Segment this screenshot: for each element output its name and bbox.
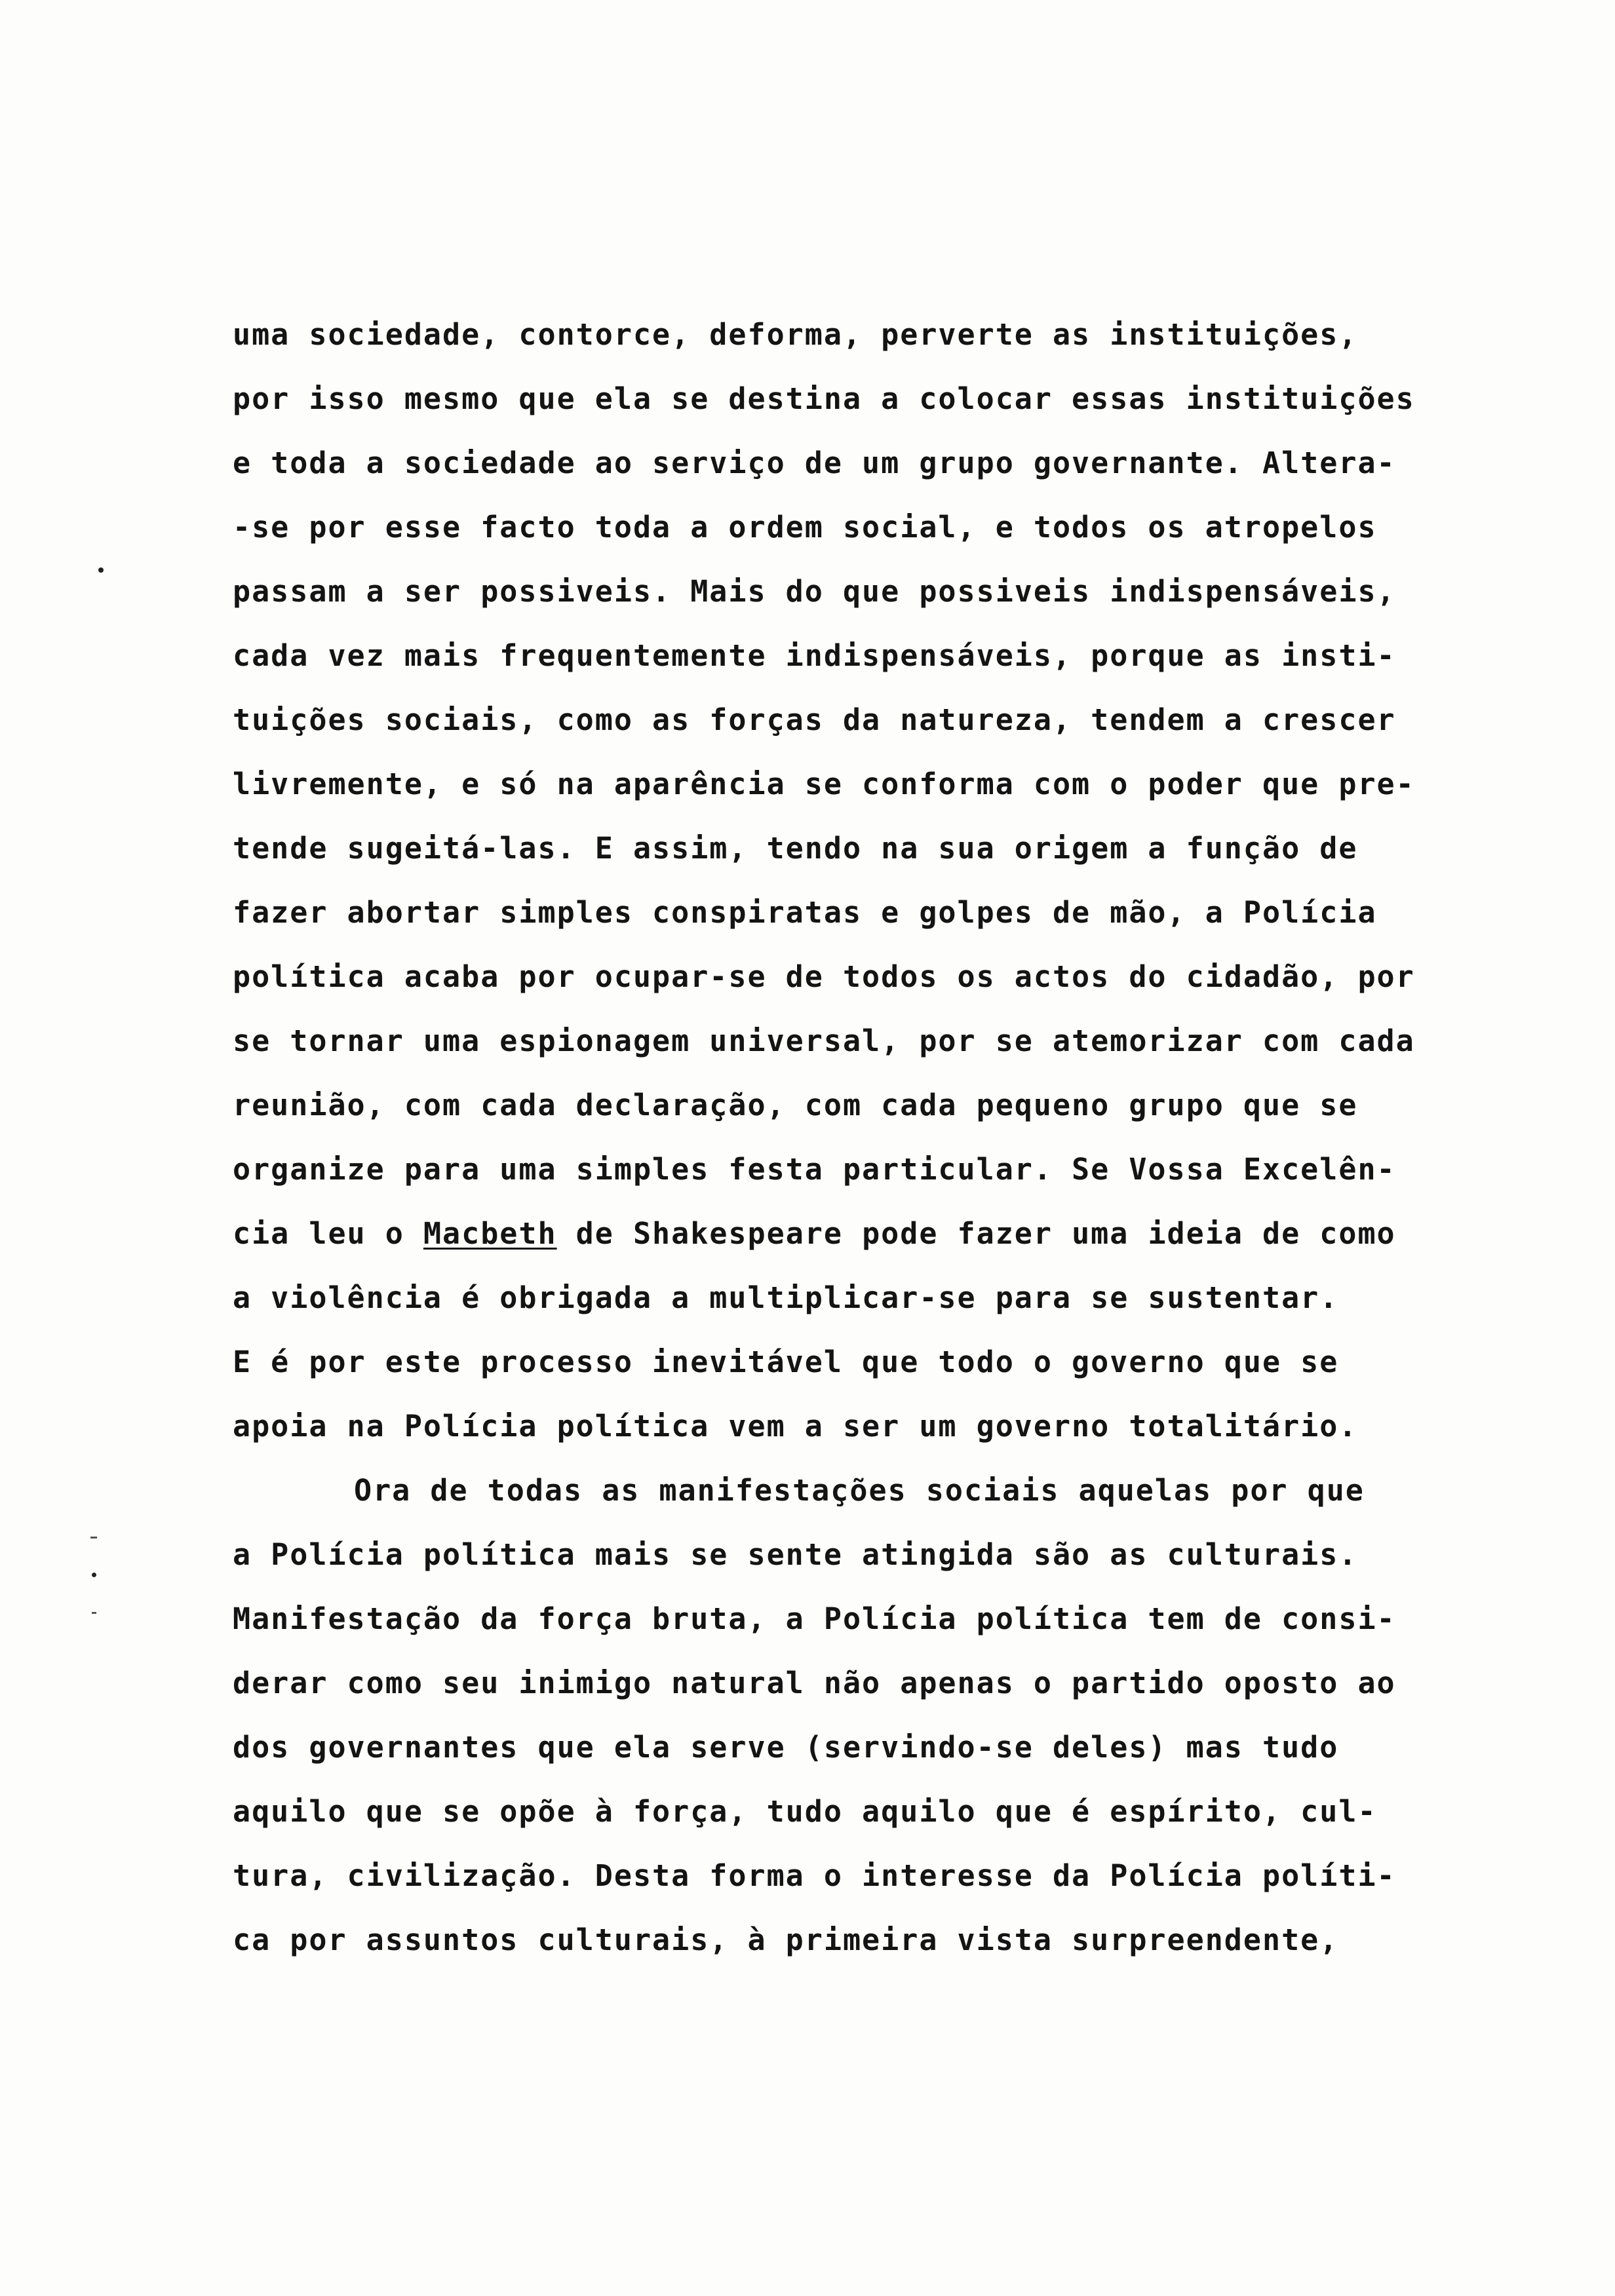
text-line: cada vez mais frequentemente indispensáveis, porque as insti-	[233, 638, 1396, 673]
text-line: tuições sociais, como as forças da natureza, tendem a crescer	[233, 702, 1396, 737]
text-line: organize para uma simples festa particular. Se Vossa Excelên-	[233, 1152, 1396, 1187]
text-line: por isso mesmo que ela se destina a colocar essas instituições	[233, 381, 1415, 416]
text-line: livremente, e só na aparência se conforma com o poder que pre-	[233, 767, 1415, 801]
typewritten-text	[233, 303, 1478, 1972]
margin-mark	[90, 1537, 97, 1539]
text-line: se tornar uma espionagem universal, por se atemorizar com cada	[233, 1024, 1415, 1058]
text-line: tende sugeitá-las. E assim, tendo na sua origem a função de	[233, 831, 1358, 866]
text-line: passam a ser possiveis. Mais do que possiveis indispensáveis,	[233, 574, 1396, 609]
margin-dot	[98, 567, 104, 573]
text-line: política acaba por ocupar-se de todos os actos do cidadão, por	[233, 959, 1415, 994]
book-title-macbeth: Macbeth	[423, 1216, 557, 1251]
paragraph-first-line: Ora de todas as manifestações sociais aquelas por que	[354, 1473, 1365, 1508]
text-line: E é por este processo inevitável que todo o governo que se	[233, 1345, 1339, 1379]
text-line: uma sociedade, contorce, deforma, perverte as instituições,	[233, 317, 1358, 352]
text-line: a violência é obrigada a multiplicar-se para se sustentar.	[233, 1280, 1339, 1315]
text-line: reunião, com cada declaração, com cada pequeno grupo que se	[233, 1088, 1358, 1122]
text-fragment: cia leu o	[233, 1216, 423, 1251]
text-line: a Polícia política mais se sente atingida são as culturais.	[233, 1537, 1358, 1572]
text-line: fazer abortar simples conspiratas e golpes de mão, a Polícia	[233, 895, 1377, 930]
text-fragment: de Shakespeare pode fazer uma ideia de como	[556, 1216, 1396, 1251]
text-line: -se por esse facto toda a ordem social, e todos os atropelos	[233, 510, 1377, 545]
text-line: Manifestação da força bruta, a Polícia política tem de consi-	[233, 1601, 1396, 1636]
text-line: derar como seu inimigo natural não apenas o partido oposto ao	[233, 1666, 1396, 1700]
text-line: ca por assuntos culturais, à primeira vista surpreendente,	[233, 1923, 1339, 1957]
text-line: dos governantes que ela serve (servindo-se deles) mas tudo	[233, 1730, 1339, 1765]
text-line: tura, civilização. Desta forma o interesse da Polícia políti-	[233, 1858, 1396, 1893]
margin-mark	[92, 1612, 96, 1614]
text-line: e toda a sociedade ao serviço de um grupo governante. Altera-	[233, 446, 1396, 480]
margin-dot	[92, 1573, 96, 1577]
text-line: aquilo que se opõe à força, tudo aquilo que é espírito, cul-	[233, 1794, 1377, 1829]
text-line: apoia na Polícia política vem a ser um governo totalitário.	[233, 1409, 1358, 1444]
text-line-macbeth	[233, 1202, 1478, 1266]
